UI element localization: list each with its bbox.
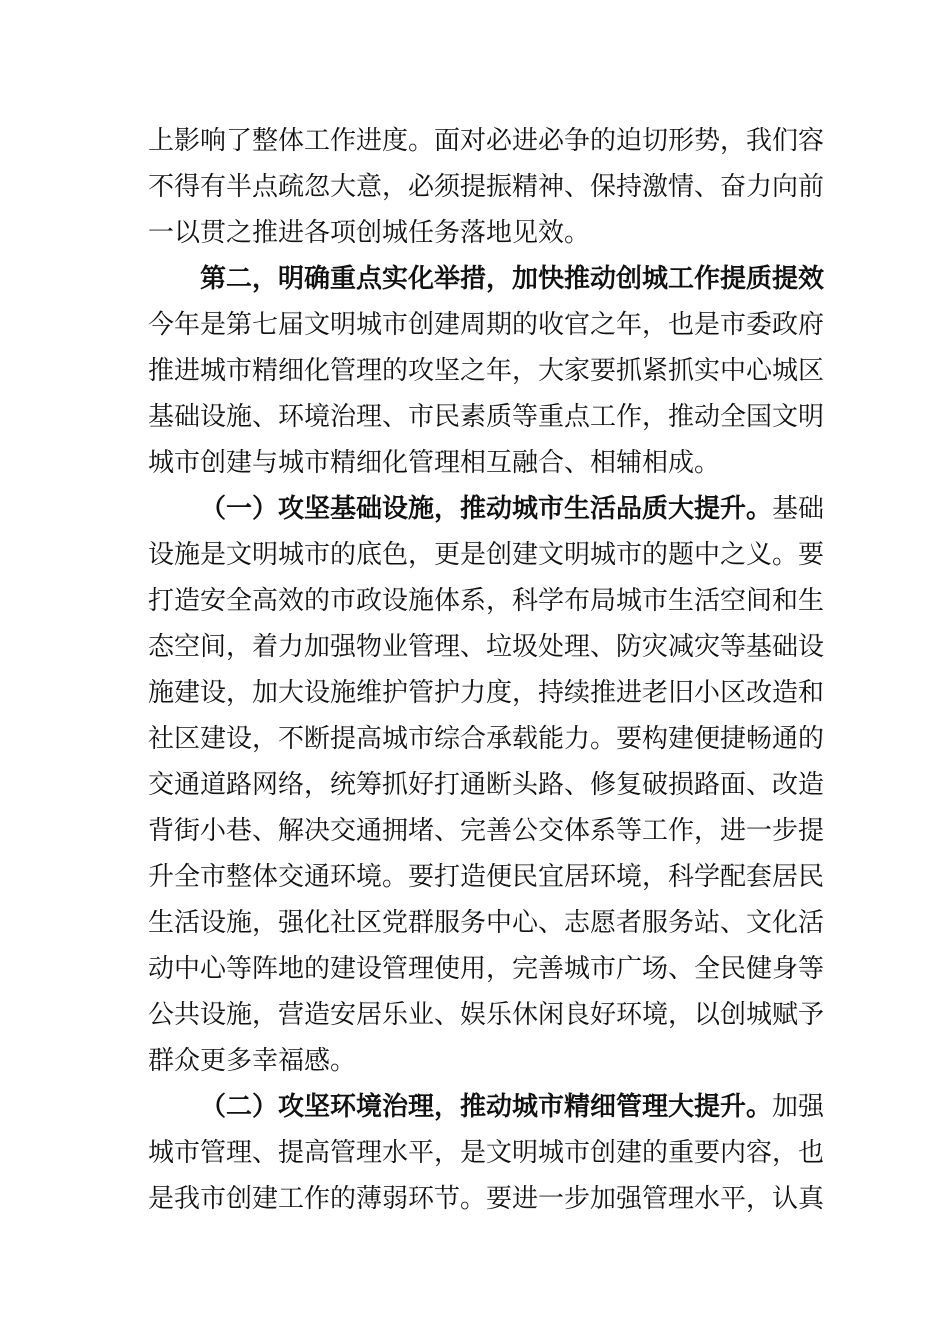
paragraph-line: 一以贯之推进各项创城任务落地见效。 bbox=[148, 218, 591, 248]
paragraph-line: 设施是文明城市的底色，更是创建文明城市的题中之义。要 bbox=[148, 540, 825, 570]
paragraph-line: 生活设施，强化社区党群服务中心、志愿者服务站、文化活 bbox=[148, 908, 825, 938]
paragraph-line: 城市管理、提高管理水平，是文明城市创建的重要内容，也 bbox=[148, 1138, 825, 1168]
paragraph-line: 社区建设，不断提高城市综合承载能力。要构建便捷畅通的 bbox=[148, 724, 825, 754]
section-heading: 第二，明确重点实化举措，加快推动创城工作提质提效 bbox=[200, 264, 825, 294]
subsection-title: （一）攻坚基础设施，推动城市生活品质大提升。 bbox=[200, 494, 773, 524]
paragraph-line: 群众更多幸福感。 bbox=[148, 1046, 357, 1076]
paragraph-line: 交通道路网络，统筹抓好打通断头路、修复破损路面、改造 bbox=[148, 770, 825, 800]
paragraph-line: 施建设，加大设施维护管护力度，持续推进老旧小区改造和 bbox=[148, 678, 825, 708]
paragraph-line: 升全市整体交通环境。要打造便民宜居环境，科学配套居民 bbox=[148, 862, 825, 892]
paragraph-line: 推进城市精细化管理的攻坚之年，大家要抓紧抓实中心城区 bbox=[148, 356, 825, 386]
paragraph-line: 今年是第七届文明城市创建周期的收官之年，也是市委政府 bbox=[148, 310, 825, 340]
paragraph-line: 打造安全高效的市政设施体系，科学布局城市生活空间和生 bbox=[148, 586, 825, 616]
paragraph-line: 态空间，着力加强物业管理、垃圾处理、防灾减灾等基础设 bbox=[148, 632, 825, 662]
paragraph-line: 不得有半点疏忽大意，必须提振精神、保持激情、奋力向前 bbox=[148, 172, 825, 202]
paragraph-line: 公共设施，营造安居乐业、娱乐休闲良好环境，以创城赋予 bbox=[148, 1000, 825, 1030]
subsection-title: （二）攻坚环境治理，推动城市精细管理大提升。 bbox=[200, 1092, 773, 1122]
subsection-first-line bbox=[200, 486, 825, 532]
subsection-lead-text: 基础 bbox=[772, 494, 825, 524]
paragraph-line: 上影响了整体工作进度。面对必进必争的迫切形势，我们容 bbox=[148, 126, 825, 156]
paragraph-line: 基础设施、环境治理、市民素质等重点工作，推动全国文明 bbox=[148, 402, 825, 432]
paragraph-line: 动中心等阵地的建设管理使用，完善城市广场、全民健身等 bbox=[148, 954, 825, 984]
subsection-lead-text: 加强 bbox=[772, 1092, 825, 1122]
paragraph-line: 背街小巷、解决交通拥堵、完善公交体系等工作，进一步提 bbox=[148, 816, 825, 846]
paragraph-line: 城市创建与城市精细化管理相互融合、相辅相成。 bbox=[148, 448, 721, 478]
subsection-first-line bbox=[200, 1084, 825, 1130]
paragraph-line: 是我市创建工作的薄弱环节。要进一步加强管理水平，认真 bbox=[148, 1184, 825, 1214]
